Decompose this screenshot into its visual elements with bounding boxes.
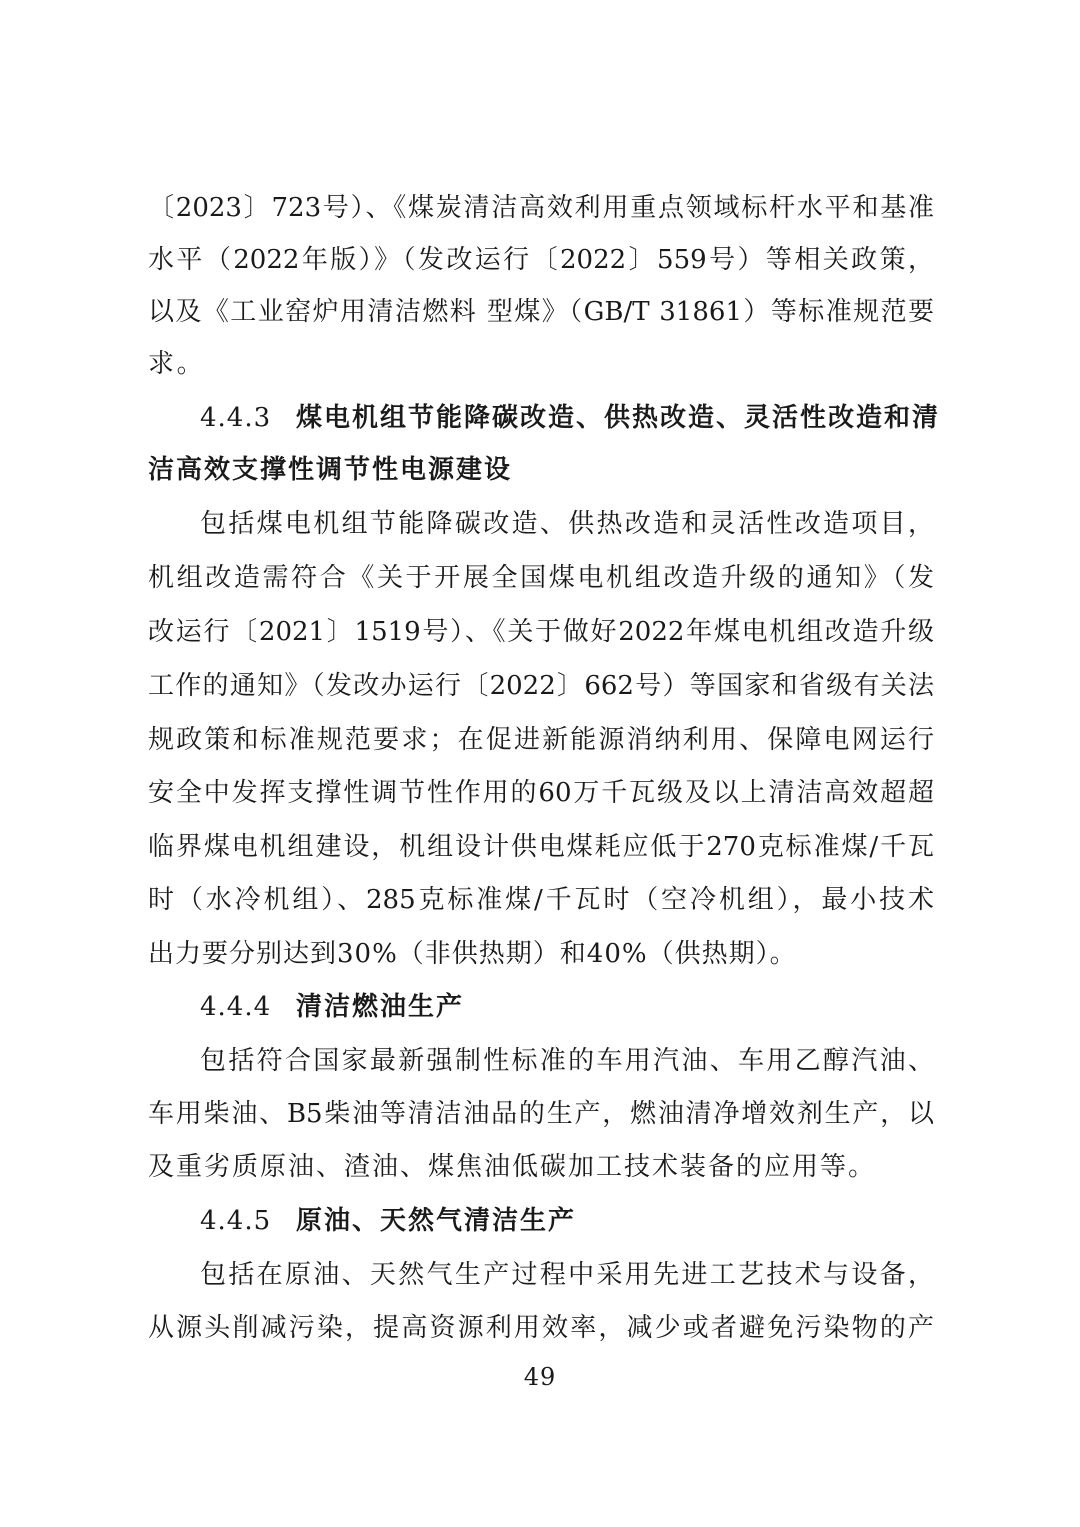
body-line: 求。 — [148, 349, 206, 379]
section-number: 4.4.3 — [200, 403, 272, 433]
body-line: 从源头削减污染，提高资源利用效率，减少或者避免污染物的产 — [148, 1313, 934, 1343]
section-heading-4-4-5 — [200, 1204, 934, 1238]
body-line: 〔2023〕723号）、《煤炭清洁高效利用重点领域标杆水平和基准 — [148, 193, 934, 223]
body-line: 安全中发挥支撑性调节性作用的60万千瓦级及以上清洁高效超超 — [148, 778, 934, 808]
section-title: 清洁燃油生产 — [296, 992, 465, 1022]
section-title: 煤电机组节能降碳改造、供热改造、灵活性改造和清 — [296, 403, 941, 433]
section-heading-4-4-4 — [200, 990, 934, 1024]
body-line: 包括在原油、天然气生产过程中采用先进工艺技术与设备， — [200, 1260, 934, 1290]
body-line: 规政策和标准规范要求；在促进新能源消纳利用、保障电网运行 — [148, 725, 934, 755]
body-line: 工作的通知》（发改办运行〔2022〕662号）等国家和省级有关法 — [148, 671, 934, 701]
section-title: 原油、天然气清洁生产 — [296, 1206, 577, 1236]
body-line: 机组改造需符合《关于开展全国煤电机组改造升级的通知》（发 — [148, 563, 934, 593]
body-line: 包括符合国家最新强制性标准的车用汽油、车用乙醇汽油、 — [200, 1046, 934, 1076]
section-number: 4.4.5 — [200, 1206, 272, 1236]
section-heading-4-4-3 — [200, 401, 941, 435]
body-line: 出力要分别达到30%（非供热期）和40%（供热期）。 — [148, 939, 797, 969]
section-number: 4.4.4 — [200, 992, 272, 1022]
body-line: 改运行〔2021〕1519号）、《关于做好2022年煤电机组改造升级 — [148, 617, 934, 647]
page-number: 49 — [523, 1363, 557, 1391]
body-line: 时（水冷机组）、285克标准煤/千瓦时（空冷机组），最小技术 — [148, 885, 934, 915]
body-line: 及重劣质原油、渣油、煤焦油低碳加工技术装备的应用等。 — [148, 1152, 877, 1182]
body-line: 包括煤电机组节能降碳改造、供热改造和灵活性改造项目， — [200, 509, 934, 539]
section-heading-continuation: 洁高效支撑性调节性电源建设 — [148, 455, 513, 485]
body-line: 水平（2022年版）》（发改运行〔2022〕559号）等相关政策， — [148, 245, 934, 275]
body-line: 以及《工业窑炉用清洁燃料 型煤》（GB/T 31861）等标准规范要 — [148, 297, 934, 327]
body-line: 临界煤电机组建设，机组设计供电煤耗应低于270克标准煤/千瓦 — [148, 832, 934, 862]
body-line: 车用柴油、B5柴油等清洁油品的生产，燃油清净增效剂生产，以 — [148, 1099, 934, 1129]
